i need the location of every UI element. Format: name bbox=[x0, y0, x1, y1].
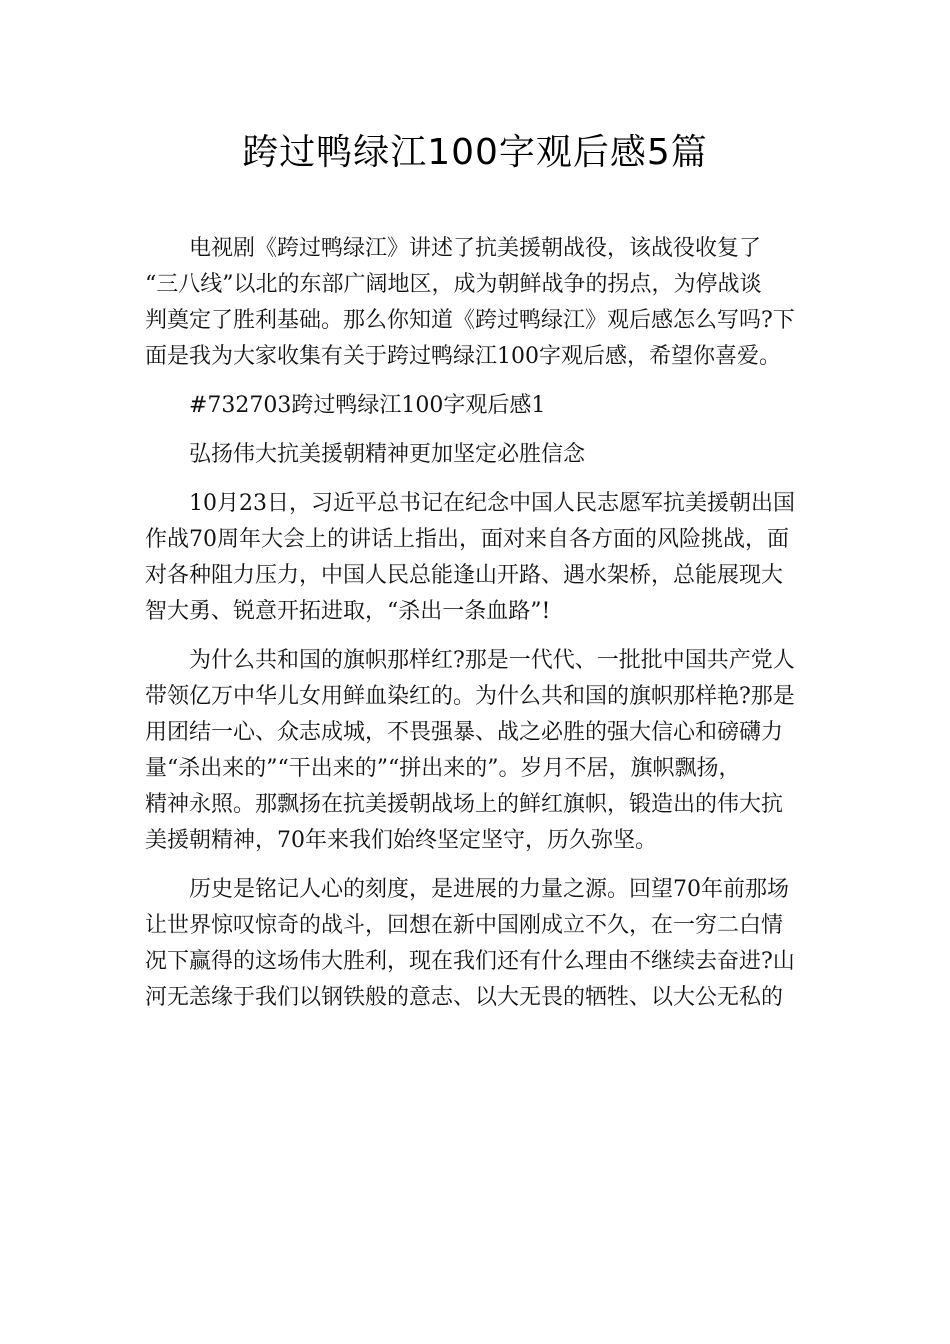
section-heading bbox=[145, 388, 815, 424]
text-line: 况下赢得的这场伟大胜利，现在我们还有什么理由不继续去奋进?山 bbox=[145, 949, 795, 974]
body-paragraph bbox=[145, 486, 815, 630]
document-body bbox=[145, 231, 815, 1029]
text-line: 对各种阻力压力，中国人民总能逢山开路、遇水架桥，总能展现大 bbox=[145, 563, 784, 588]
text-line: 作战70周年大会上的讲话上指出，面对来自各方面的风险挑战，面 bbox=[145, 527, 789, 552]
text-line: “三八线”以北的东部广阔地区，成为朝鲜战争的拐点，为停战谈 bbox=[145, 272, 762, 297]
document-title: 跨过鸭绿江100字观后感5篇 bbox=[242, 132, 708, 173]
text-line: 历史是铭记人心的刻度，是进展的力量之源。回望70年前那场 bbox=[189, 877, 789, 902]
text-line: 智大勇、锐意开拓进取，“杀出一条血路”! bbox=[145, 599, 551, 624]
intro-paragraph bbox=[145, 231, 815, 375]
text-line: 弘扬伟大抗美援朝精神更加坚定必胜信念 bbox=[189, 442, 586, 467]
text-line: 量“杀出来的”“干出来的”“拼出来的”。岁月不居，旗帜飘扬， bbox=[145, 756, 741, 781]
text-line: 带领亿万中华儿女用鲜血染红的。为什么共和国的旗帜那样艳?那是 bbox=[145, 684, 795, 709]
text-line: 让世界惊叹惊奇的战斗，回想在新中国刚成立不久，在一穷二白情 bbox=[145, 913, 784, 938]
body-paragraph bbox=[145, 643, 815, 859]
text-line: 电视剧《跨过鸭绿江》讲述了抗美援朝战役，该战役收复了 bbox=[189, 236, 762, 261]
text-line: 面是我为大家收集有关于跨过鸭绿江100字观后感，希望你喜爱。 bbox=[145, 344, 781, 369]
text-line: 美援朝精神，70年来我们始终坚定坚守，历久弥坚。 bbox=[145, 828, 657, 853]
text-line: 为什么共和国的旗帜那样红?那是一代代、一批批中国共产党人 bbox=[189, 648, 795, 673]
text-line: #732703跨过鸭绿江100字观后感1 bbox=[189, 393, 546, 418]
article-subtitle bbox=[145, 437, 815, 473]
body-paragraph bbox=[145, 872, 815, 1016]
text-line: 判奠定了胜利基础。那么你知道《跨过鸭绿江》观后感怎么写吗?下 bbox=[145, 308, 795, 333]
text-line: 用团结一心、众志成城，不畏强暴、战之必胜的强大信心和磅礴力 bbox=[145, 720, 784, 745]
text-line: 河无恙缘于我们以钢铁般的意志、以大无畏的牺牲、以大公无私的 bbox=[145, 985, 784, 1010]
text-line: 10月23日，习近平总书记在纪念中国人民志愿军抗美援朝出国 bbox=[189, 491, 795, 516]
text-line: 精神永照。那飘扬在抗美援朝战场上的鲜红旗帜，锻造出的伟大抗 bbox=[145, 792, 784, 817]
